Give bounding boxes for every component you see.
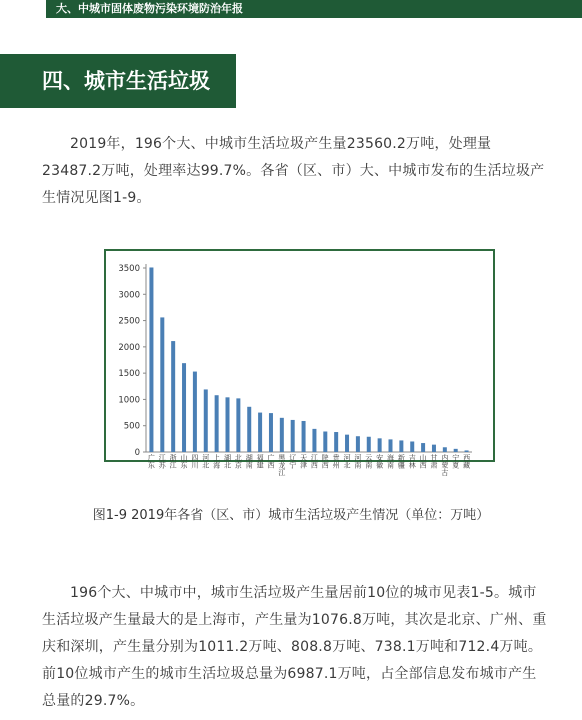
bar (302, 421, 306, 452)
x-tick-label: 福建 (256, 454, 264, 470)
x-tick-label: 陕西 (321, 454, 329, 470)
bar (334, 432, 338, 452)
bar (389, 439, 393, 452)
y-tick-label: 1000 (118, 395, 140, 406)
bar (193, 372, 197, 452)
bar (258, 413, 262, 452)
bar (345, 435, 349, 452)
x-tick-label: 天津 (300, 454, 308, 470)
x-tick-label: 广西 (267, 454, 275, 470)
bar (323, 431, 327, 452)
x-tick-label: 上海 (213, 454, 221, 470)
x-tick-label: 安徽 (376, 454, 384, 470)
bar (171, 341, 175, 452)
x-tick-label: 黑龙江 (278, 454, 286, 477)
x-tick-label: 湖南 (245, 454, 253, 470)
report-header-bar (46, 0, 582, 18)
x-tick-label: 山西 (419, 454, 427, 470)
x-tick-label: 山东 (180, 454, 188, 470)
y-tick-label: 1500 (118, 369, 140, 380)
x-tick-label: 贵州 (332, 454, 340, 470)
bar-chart (106, 251, 493, 477)
chart-frame (104, 249, 495, 477)
x-tick-label: 河北 (202, 454, 210, 470)
bar (291, 420, 295, 452)
section-banner (0, 54, 236, 108)
x-tick-label: 北京 (234, 454, 242, 470)
x-tick-label: 广东 (147, 454, 155, 470)
x-tick-label: 吉林 (408, 454, 416, 470)
bar (399, 440, 403, 452)
bar (356, 436, 360, 452)
x-tick-label: 浙江 (169, 454, 177, 470)
bar (421, 443, 425, 452)
y-tick-label: 3500 (118, 264, 140, 274)
y-tick-label: 0 (134, 448, 140, 458)
bar (312, 429, 316, 452)
x-tick-label: 河南 (354, 454, 362, 470)
intro-paragraph: 2019年，196个大、中城市生活垃圾产生量23560.2万吨，处理量23487.2万吨，处理率达99.7%。各省（区、市）大、中城市发布的生活垃圾产生情况见图1-9。 (42, 136, 545, 206)
bar (204, 389, 208, 452)
x-tick-label: 甘肃 (430, 454, 438, 470)
bar (226, 397, 230, 452)
x-tick-label: 海南 (387, 454, 394, 470)
x-tick-label: 内蒙古 (441, 454, 449, 477)
y-tick-label: 2000 (118, 342, 140, 353)
bar (236, 398, 240, 452)
report-header-title: 大、中城市固体废物污染环境防治年报 (56, 2, 243, 15)
x-tick-label: 辽宁 (289, 454, 297, 470)
x-tick-label: 江苏 (158, 454, 166, 470)
bar (432, 445, 436, 452)
x-tick-label: 四川 (191, 454, 199, 470)
bar (182, 363, 186, 452)
y-tick-label: 3000 (118, 290, 140, 301)
x-tick-label: 宁夏 (452, 454, 460, 470)
x-tick-label: 云南 (365, 454, 373, 470)
y-tick-label: 2500 (118, 316, 140, 327)
x-tick-label: 湖北 (224, 454, 231, 470)
x-tick-label: 河北 (343, 454, 351, 470)
figure-caption: 图1-9 2019年各省（区、市）城市生活垃圾产生情况（单位：万吨） (92, 508, 490, 523)
bar (149, 267, 153, 452)
bar (465, 450, 469, 452)
x-tick-label: 西藏 (463, 454, 471, 470)
bar (269, 413, 273, 452)
bar (247, 407, 251, 452)
bar (410, 441, 414, 452)
bar (378, 438, 382, 452)
bar (215, 395, 219, 452)
bar (454, 449, 458, 452)
x-tick-label: 江西 (310, 454, 318, 470)
section-title: 四、城市生活垃圾 (42, 69, 210, 93)
body-paragraph: 196个大、中城市中，城市生活垃圾产生量居前10位的城市见表1-5。城市生活垃圾产生量最大的是上海市，产生量为1076.8万吨，其次是北京、广州、重庆和深圳，产生量分别为1011.2万吨、808.8万吨、738.1万吨和712.4万吨。前10位城市产生的城市生活垃圾总量为6987.1万吨，占全部信息发布城市产生总量的29.7%。 (42, 585, 547, 709)
bar (367, 437, 371, 452)
x-tick-label: 新疆 (397, 454, 405, 470)
bar (443, 447, 447, 452)
y-tick-label: 500 (123, 421, 140, 432)
bar (160, 317, 164, 452)
bar (280, 418, 284, 452)
